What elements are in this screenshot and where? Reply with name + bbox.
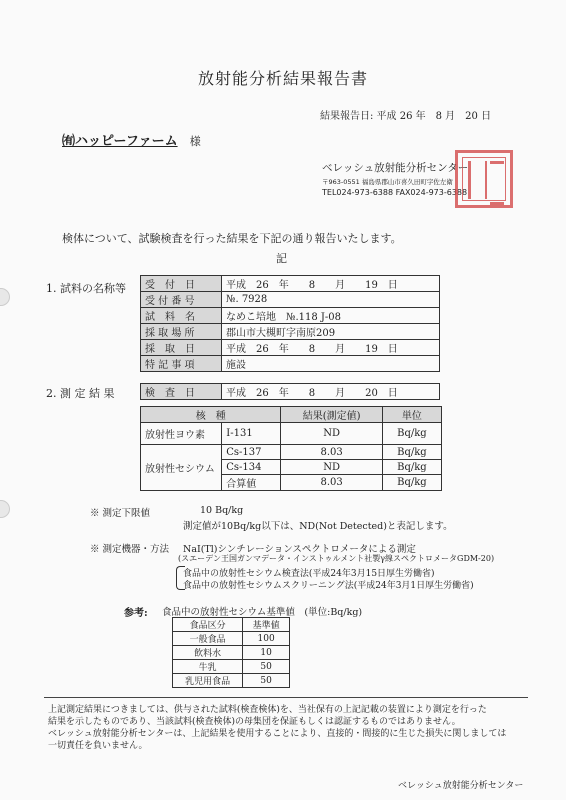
unit-cell: Bq/kg xyxy=(382,445,441,460)
row-label: 採 取 場 所 xyxy=(141,324,222,340)
table-row xyxy=(173,646,290,660)
row-label: 採 取 日 xyxy=(141,340,222,356)
group-label: 放射性セシウム xyxy=(141,445,222,491)
row-value: 平成 26 年 8 月 19 日 xyxy=(222,340,440,356)
measurement-results-table xyxy=(140,406,442,491)
table-row xyxy=(173,674,290,688)
device-line-2: (スエーデン王国ガンマデータ・インストゥルメント社製γ線スペクトロメータGDM-20) xyxy=(178,554,495,563)
header-unit: 単位 xyxy=(382,407,441,423)
disclaimer-line: 上記測定結果につきましては、供与された試料(検査検体)を、当社保有の上記記載の装置により測定を行った xyxy=(48,705,487,715)
method-2: 食品中の放射性セシウムスクリーニング法(平成24年3月1日厚生労働省) xyxy=(183,581,474,591)
section2-heading: 2. 測 定 結 果 xyxy=(46,387,115,400)
table-row xyxy=(141,292,440,308)
row-value: №. 7928 xyxy=(222,292,440,308)
category-cell: 飲料水 xyxy=(173,646,243,660)
row-label: 受 付 日 xyxy=(141,276,222,292)
lab-contact: TEL024-973-6388 FAX024-973-6388 xyxy=(322,188,468,197)
device-line-1: NaI(Tl)シンチレーションスペクトロメータによる測定 xyxy=(183,544,416,555)
lab-info xyxy=(322,160,468,197)
lab-address: 〒963-0551 福島県郡山市喜久田町字佐左衛 xyxy=(322,178,453,186)
value-cell: 50 xyxy=(243,660,290,674)
table-header-row xyxy=(173,618,290,632)
footer-lab-name: ベレッシュ放射能分析センター xyxy=(398,781,524,791)
disclaimer-box xyxy=(44,697,528,755)
table-row xyxy=(141,356,440,372)
ki-mark: 記 xyxy=(276,252,287,265)
value-cell: 50 xyxy=(243,674,290,688)
table-row xyxy=(141,340,440,356)
row-label: 検 査 日 xyxy=(141,384,222,400)
result-cell: ND xyxy=(281,460,382,475)
unit-cell: Bq/kg xyxy=(382,475,441,491)
row-label: 受 付 番 号 xyxy=(141,292,222,308)
nuclide-cell: 合算値 xyxy=(222,475,281,491)
table-header-row xyxy=(141,407,442,423)
recipient-name: ㈲ハッピーファーム xyxy=(62,134,178,149)
disclaimer-line: 一切責任を負いません。 xyxy=(48,741,148,751)
category-cell: 一般食品 xyxy=(173,632,243,646)
recipient xyxy=(62,130,201,149)
unit-cell: Bq/kg xyxy=(382,423,441,445)
header-nuclide: 核 種 xyxy=(141,407,281,423)
value-cell: 10 xyxy=(243,646,290,660)
limit-value: 10 Bq/kg xyxy=(200,505,244,516)
category-cell: 牛乳 xyxy=(173,660,243,674)
limit-description: 測定値が10Bq/kg以下は、ND(Not Detected)と表記します。 xyxy=(183,521,453,532)
recipient-suffix: 様 xyxy=(189,135,201,148)
table-row xyxy=(141,324,440,340)
document-title: 放射能分析結果報告書 xyxy=(197,69,368,88)
table-row xyxy=(141,423,442,445)
group-label: 放射性ヨウ素 xyxy=(141,423,222,445)
row-label: 試 料 名 xyxy=(141,308,222,324)
row-label: 特 記 事 項 xyxy=(141,356,222,372)
table-row xyxy=(173,660,290,674)
punch-hole xyxy=(0,288,10,306)
nuclide-cell: Cs-134 xyxy=(222,460,281,475)
value-cell: 100 xyxy=(243,632,290,646)
table-row xyxy=(141,445,442,460)
lab-name: ベレッシュ放射能分析センター xyxy=(322,162,469,174)
reference-caption: 食品中の放射性セシウム基準値 (単位:Bq/kg) xyxy=(162,607,363,618)
table-row xyxy=(141,384,440,400)
header-result: 結果(測定値) xyxy=(281,407,382,423)
intro-text: 検体について、試験検査を行った結果を下記の通り報告いたします。 xyxy=(62,232,402,245)
company-seal-stamp xyxy=(455,150,513,208)
row-value: 郡山市大槻町字南原209 xyxy=(222,324,440,340)
device-label: ※ 測定機器・方法 xyxy=(90,544,170,555)
row-value: 平成 26 年 8 月 20 日 xyxy=(222,384,440,400)
result-cell: 8.03 xyxy=(281,445,382,460)
row-value: 施設 xyxy=(222,356,440,372)
result-cell: ND xyxy=(281,423,382,445)
section1-heading: 1. 試料の名称等 xyxy=(46,282,126,295)
unit-cell: Bq/kg xyxy=(382,460,441,475)
header-value: 基準値 xyxy=(243,618,290,632)
row-value: 平成 26 年 8 月 19 日 xyxy=(222,276,440,292)
limit-label: ※ 測定下限値 xyxy=(90,508,151,519)
sample-info-table xyxy=(140,275,440,372)
nuclide-cell: Cs-137 xyxy=(222,445,281,460)
table-row xyxy=(141,308,440,324)
reference-label: 参考: xyxy=(124,608,148,619)
report-date: 結果報告日: 平成 26 年 8 月 20 日 xyxy=(320,111,492,122)
method-1: 食品中の放射性セシウム検査法(平成24年3月15日厚生労働省) xyxy=(183,569,435,579)
disclaimer-line: ベレッシュ放射能分析センターは、上記結果を使用することにより、直接的・間接的に生じた損失に関しましては xyxy=(48,729,507,739)
disclaimer-line: 結果を示したものであり、当該試料(検査検体)の母集団を保証もしくは認証するものではありません。 xyxy=(48,717,461,727)
reference-table xyxy=(172,617,290,688)
table-row xyxy=(141,276,440,292)
row-value: なめこ培地 №.118 J-08 xyxy=(222,308,440,324)
header-category: 食品区分 xyxy=(173,618,243,632)
punch-hole xyxy=(0,500,10,518)
nuclide-cell: I-131 xyxy=(222,423,281,445)
result-cell: 8.03 xyxy=(281,475,382,491)
table-row xyxy=(173,632,290,646)
inspection-date-table xyxy=(140,383,440,400)
category-cell: 乳児用食品 xyxy=(173,674,243,688)
